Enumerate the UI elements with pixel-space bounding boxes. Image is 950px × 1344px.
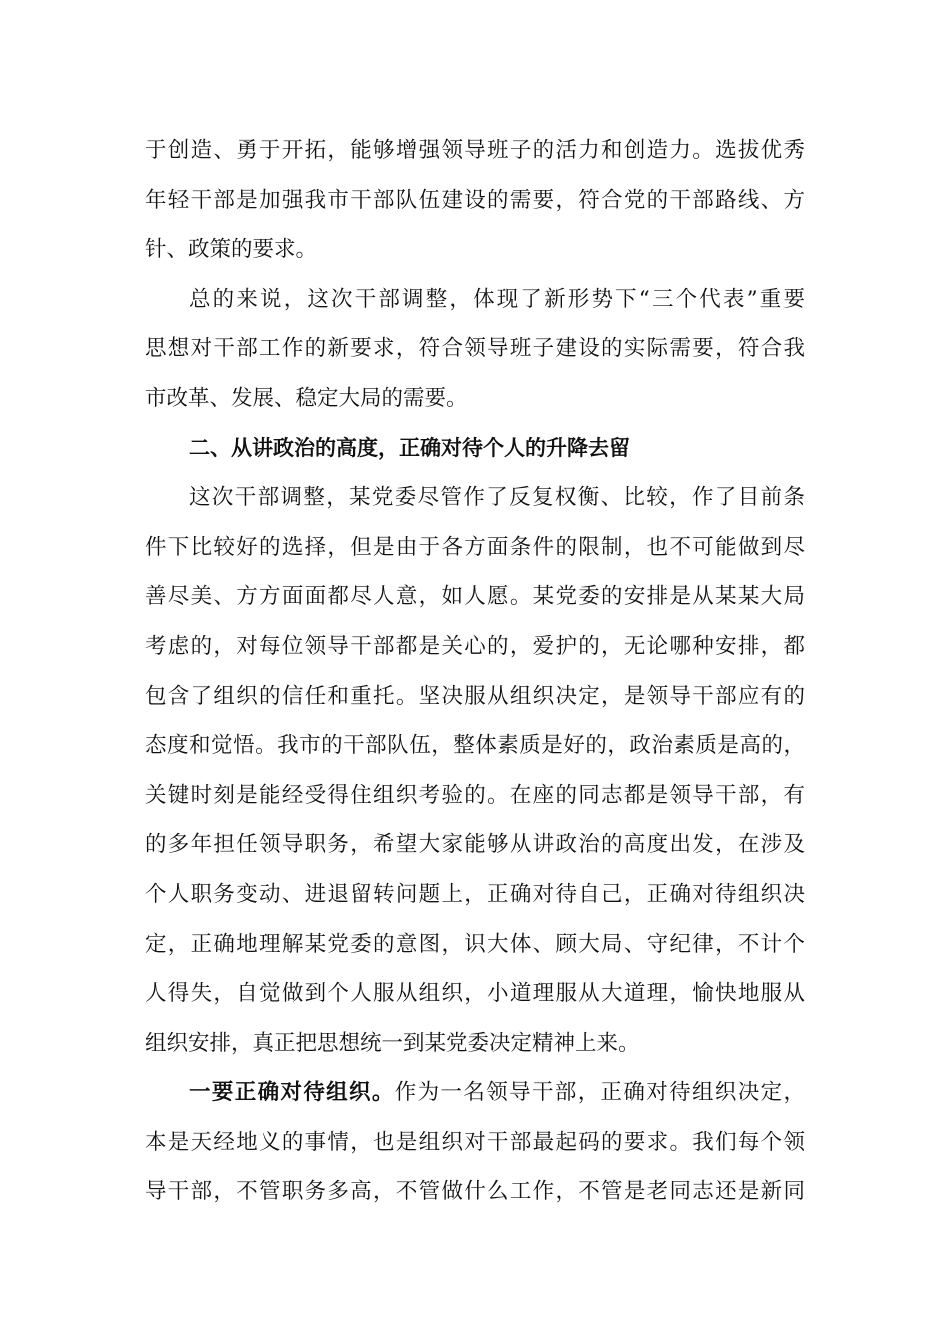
text-line: 件下比较好的选择，但是由于各方面条件的限制，也不可能做到尽 <box>145 534 805 560</box>
paragraph <box>145 1068 805 1217</box>
text-line: 总的来说，这次干部调整，体现了新形势下“三个代表”重要 <box>189 286 805 312</box>
text-line: 个人职务变动、进退留转问题上，正确对待自己，正确对待组织决 <box>145 881 805 907</box>
text-line: 善尽美、方方面面都尽人意，如人愿。某党委的安排是从某某大局 <box>145 584 805 610</box>
text-line: 定，正确地理解某党委的意图，识大体、顾大局、守纪律，不计个 <box>145 931 805 957</box>
document-page <box>145 126 805 1217</box>
text-line: 态度和觉悟。我市的干部队伍，整体素质是好的，政治素质是高的， <box>145 733 805 759</box>
paragraph <box>145 126 805 275</box>
text-line <box>145 1068 805 1118</box>
bold-lead: 一要正确对待组织。 <box>189 1080 395 1106</box>
text-line: 关键时刻是能经受得住组织考验的。在座的同志都是领导干部，有 <box>145 782 805 808</box>
text-line: 导干部，不管职务多高，不管做什么工作，不管是老同志还是新同 <box>145 1179 805 1205</box>
paragraph <box>145 473 805 1068</box>
text-line: 本是天经地义的事情，也是组织对干部最起码的要求。我们每个领 <box>145 1129 805 1155</box>
text-line: 这次干部调整，某党委尽管作了反复权衡、比较，作了目前条 <box>189 485 805 511</box>
text-span: 作为一名领导干部，正确对待组织决定， <box>394 1080 805 1106</box>
text-line: 思想对干部工作的新要求，符合领导班子建设的实际需要，符合我 <box>145 336 805 362</box>
text-line: 针、政策的要求。 <box>145 237 318 263</box>
text-line: 包含了组织的信任和重托。坚决服从组织决定，是领导干部应有的 <box>145 683 805 709</box>
paragraph <box>145 275 805 424</box>
text-line: 年轻干部是加强我市干部队伍建设的需要，符合党的干部路线、方 <box>145 187 805 213</box>
text-line: 于创造、勇于开拓，能够增强领导班子的活力和创造力。选拔优秀 <box>145 138 805 163</box>
text-line: 的多年担任领导职务，希望大家能够从讲政治的高度出发，在涉及 <box>145 832 805 858</box>
section-heading: 二、从讲政治的高度，正确对待个人的升降去留 <box>189 435 630 460</box>
text-line: 市改革、发展、稳定大局的需要。 <box>145 385 468 411</box>
text-line: 人得失，自觉做到个人服从组织，小道理服从大道理，愉快地服从 <box>145 981 805 1007</box>
text-line: 组织安排，真正把思想统一到某党委决定精神上来。 <box>145 1030 640 1056</box>
text-line: 考虑的，对每位领导干部都是关心的，爱护的，无论哪种安排，都 <box>145 633 805 659</box>
